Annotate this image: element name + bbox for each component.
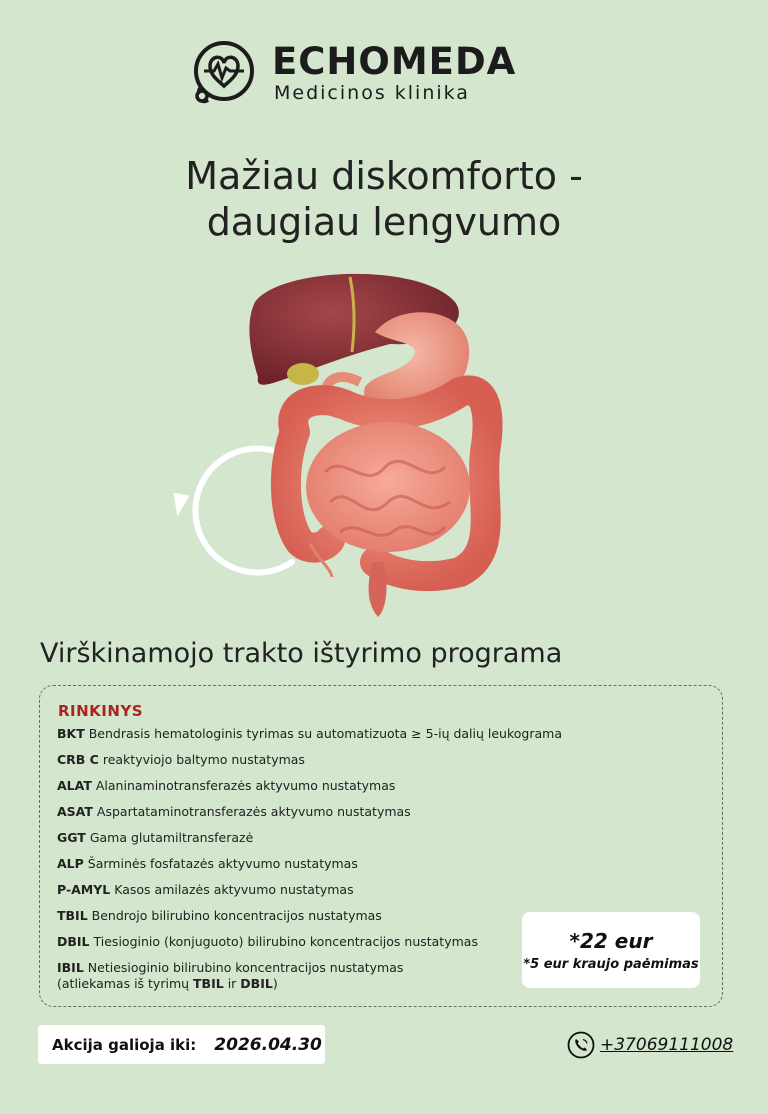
test-item [57, 882, 557, 908]
test-item [57, 960, 557, 976]
note-joiner: ir [227, 976, 237, 991]
valid-date: 2026.04.30 [214, 1034, 322, 1055]
test-code: CRB C [57, 752, 99, 767]
headline-line-2: daugiau lengvumo [206, 200, 562, 244]
test-code: P-AMYL [57, 882, 111, 897]
phone-icon [567, 1031, 595, 1059]
price-note: *5 eur kraujo paėmimas [523, 957, 699, 972]
valid-label: Akcija galioja iki: [52, 1035, 197, 1054]
test-list [57, 726, 562, 992]
headline [0, 153, 768, 245]
test-code: ASAT [57, 804, 93, 819]
phone-number[interactable]: +37069111008 [600, 1035, 734, 1055]
brand-logo [188, 38, 516, 108]
note-code-2: DBIL [240, 976, 273, 991]
test-note [57, 976, 557, 992]
section-title: Virškinamojo trakto ištyrimo programa [40, 638, 563, 669]
test-item [57, 830, 557, 856]
test-code: TBIL [57, 908, 88, 923]
brand-tagline: Medicinos klinika [274, 82, 470, 104]
test-item [57, 856, 557, 882]
test-code: ALAT [57, 778, 92, 793]
test-desc: Bendrojo bilirubino koncentracijos nustatymas [91, 908, 382, 923]
package-heading: RINKINYS [58, 702, 144, 720]
test-desc: Gama glutamiltransferazė [89, 830, 254, 845]
price: *22 eur [569, 929, 653, 953]
headline-line-1: Mažiau diskomforto - [185, 154, 583, 198]
test-item [57, 726, 562, 752]
test-item [57, 804, 557, 830]
test-item [57, 908, 557, 934]
test-desc: reaktyviojo baltymo nustatymas [102, 752, 305, 767]
heart-stethoscope-icon [188, 38, 258, 108]
test-item [57, 752, 557, 778]
test-desc: Tiesioginio (konjuguoto) bilirubino koncentracijos nustatymas [93, 934, 478, 949]
test-item [57, 934, 557, 960]
test-code: BKT [57, 726, 85, 741]
note-code-1: TBIL [193, 976, 224, 991]
test-desc: Netiesioginio bilirubino koncentracijos nustatymas [87, 960, 404, 975]
test-desc: Kasos amilazės aktyvumo nustatymas [114, 882, 354, 897]
test-item [57, 778, 557, 804]
promo-validity [38, 1025, 325, 1064]
note-suffix: ) [272, 976, 278, 991]
note-prefix: (atliekamas iš tyrimų [57, 976, 190, 991]
package-box [39, 685, 723, 1007]
test-desc: Šarminės fosfatazės aktyvumo nustatymas [87, 856, 358, 871]
test-desc: Bendrasis hematologinis tyrimas su automatizuota ≥ 5-ių dalių leukograma [88, 726, 562, 741]
phone-contact[interactable] [567, 1031, 733, 1059]
test-desc: Aspartataminotransferazės aktyvumo nustatymas [96, 804, 411, 819]
brand-name: ECHOMEDA [272, 40, 517, 83]
test-code: ALP [57, 856, 84, 871]
test-code: GGT [57, 830, 86, 845]
price-card [522, 912, 700, 988]
test-desc: Alaninaminotransferazės aktyvumo nustatymas [95, 778, 396, 793]
test-code: DBIL [57, 934, 90, 949]
test-code: IBIL [57, 960, 84, 975]
digestive-system-illustration [160, 262, 520, 632]
